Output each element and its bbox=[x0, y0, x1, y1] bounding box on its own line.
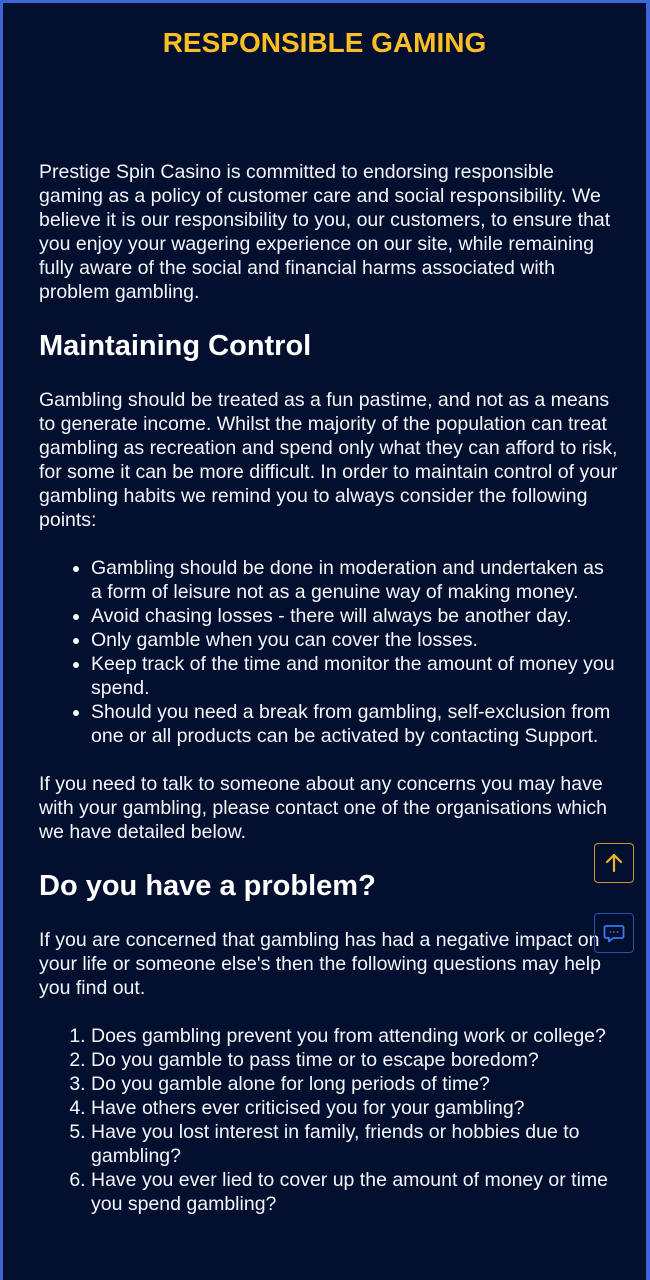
scroll-to-top-button[interactable] bbox=[594, 843, 634, 883]
list-item: • Should you need a break from gambling, self-exclusion from one or all products can be activated by contacting Support. bbox=[91, 700, 619, 748]
heading-do-you-have-a-problem: Do you have a problem? bbox=[39, 870, 376, 902]
list-item: 6. Have you ever lied to cover up the amount of money or time you spend gambling? bbox=[91, 1168, 619, 1216]
list-item: 2. Do you gamble to pass time or to escape boredom? bbox=[91, 1048, 619, 1072]
list-item: • Only gamble when you can cover the losses. bbox=[91, 628, 619, 652]
list-item: 3. Do you gamble alone for long periods of time? bbox=[91, 1072, 619, 1096]
page-content bbox=[39, 160, 619, 1240]
list-item: • Avoid chasing losses - there will always be another day. bbox=[91, 604, 619, 628]
contact-organisations-paragraph: If you need to talk to someone about any concerns you may have with your gambling, please contact one of the organisations which we have detailed below. bbox=[39, 773, 608, 843]
live-chat-button[interactable] bbox=[594, 913, 634, 953]
heading-maintaining-control: Maintaining Control bbox=[39, 330, 312, 362]
chat-bubble-icon bbox=[602, 921, 626, 945]
list-item: • Keep track of the time and monitor the amount of money you spend. bbox=[91, 652, 619, 700]
list-item: 4. Have others ever criticised you for your gambling? bbox=[91, 1096, 619, 1120]
arrow-up-icon bbox=[602, 851, 626, 875]
problem-paragraph: If you are concerned that gambling has had a negative impact on your life or someone else's then the following questions may help you find out. bbox=[39, 929, 601, 999]
list-item: • Gambling should be done in moderation and undertaken as a form of leisure not as a genuine way of making money. bbox=[91, 556, 619, 604]
maintaining-control-paragraph: Gambling should be treated as a fun pastime, and not as a means to generate income. Whilst the majority of the population can treat gambling as recreation and spend only what they can afford to risk, for some it can be more difficult. In order to maintain control of your gambling habits we remind you to always consider the following points: bbox=[39, 389, 618, 531]
questions-list bbox=[39, 1024, 619, 1216]
intro-paragraph: Prestige Spin Casino is committed to endorsing responsible gaming as a policy of customer care and social responsibility. We believe it is our responsibility to you, our customers, to ensure that you enjoy your wagering experience on our site, while remaining fully aware of the social and financial harms associated with problem gambling. bbox=[39, 161, 611, 303]
page-frame bbox=[3, 3, 646, 1280]
control-points-list bbox=[39, 556, 619, 748]
page-title: RESPONSIBLE GAMING bbox=[162, 27, 487, 58]
list-item: 1. Does gambling prevent you from attending work or college? bbox=[91, 1024, 619, 1048]
list-item: 5. Have you lost interest in family, friends or hobbies due to gambling? bbox=[91, 1120, 619, 1168]
